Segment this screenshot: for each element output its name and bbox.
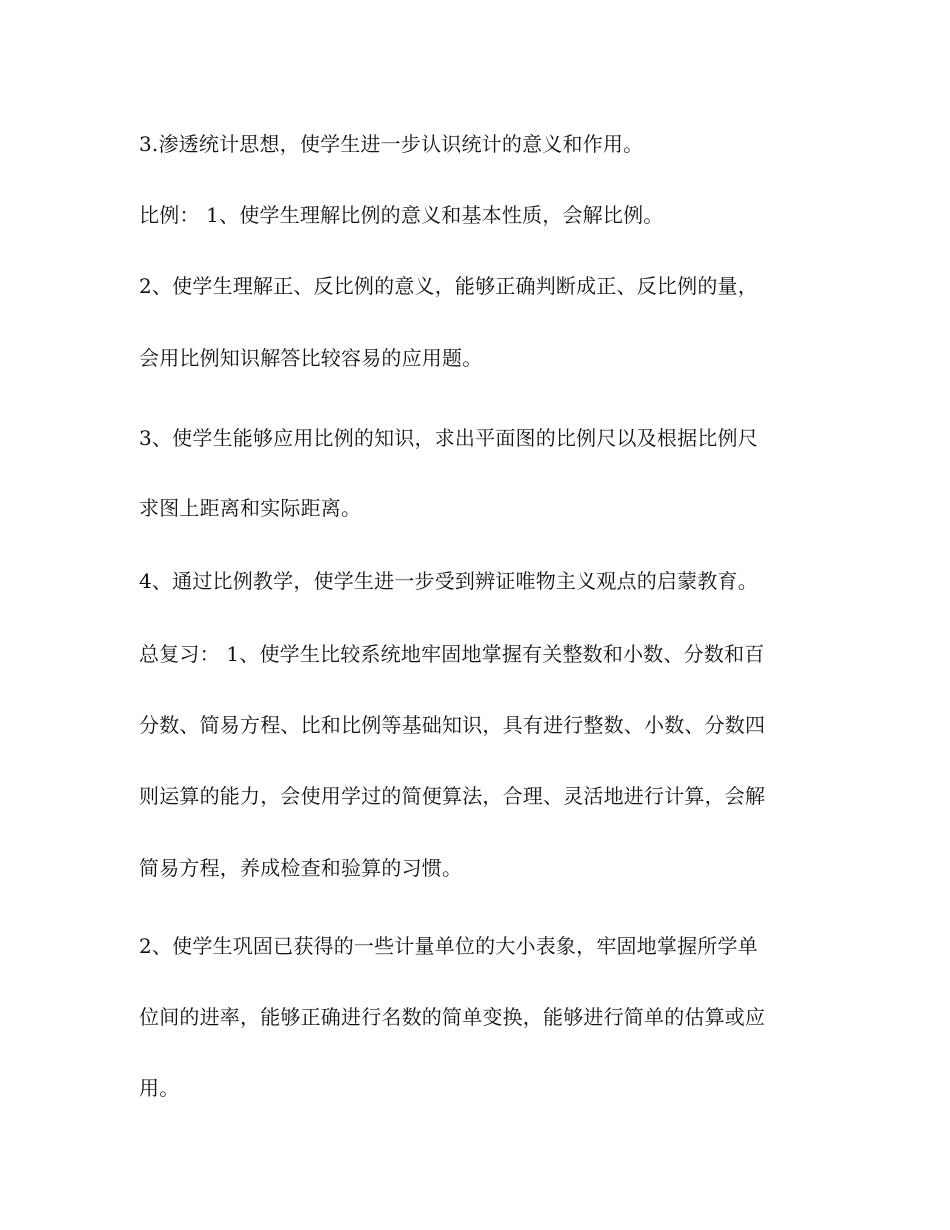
paragraph-line: 3、使学生能够应用比例的知识，求出平面图的比例尺以及根据比例尺 <box>139 426 758 450</box>
paragraph-line: 会用比例知识解答比较容易的应用题。 <box>139 346 483 370</box>
paragraph-line: 比例： 1、使学生理解比例的意义和基本性质，会解比例。 <box>139 203 664 227</box>
paragraph-line: 求图上距离和实际距离。 <box>139 496 362 520</box>
paragraph-line: 位间的进率，能够正确进行名数的简单变换，能够进行简单的估算或应 <box>139 1005 766 1029</box>
paragraph-line: 则运算的能力，会使用学过的简便算法，合理、灵活地进行计算，会解 <box>139 784 766 808</box>
paragraph-line: 总复习： 1、使学生比较系统地牢固地掌握有关整数和小数、分数和百 <box>139 642 765 666</box>
paragraph-line: 分数、简易方程、比和比例等基础知识，具有进行整数、小数、分数四 <box>139 713 766 737</box>
paragraph-line: 用。 <box>139 1076 180 1100</box>
paragraph-line: 简易方程，养成检查和验算的习惯。 <box>139 856 463 880</box>
paragraph-line: 2、使学生理解正、反比例的意义，能够正确判断成正、反比例的量， <box>139 274 758 298</box>
paragraph-line: 3.渗透统计思想，使学生进一步认识统计的意义和作用。 <box>139 132 644 156</box>
paragraph-line: 2、使学生巩固已获得的一些计量单位的大小表象，牢固地掌握所学单 <box>139 934 758 958</box>
paragraph-line: 4、通过比例教学，使学生进一步受到辨证唯物主义观点的启蒙教育。 <box>139 569 758 593</box>
